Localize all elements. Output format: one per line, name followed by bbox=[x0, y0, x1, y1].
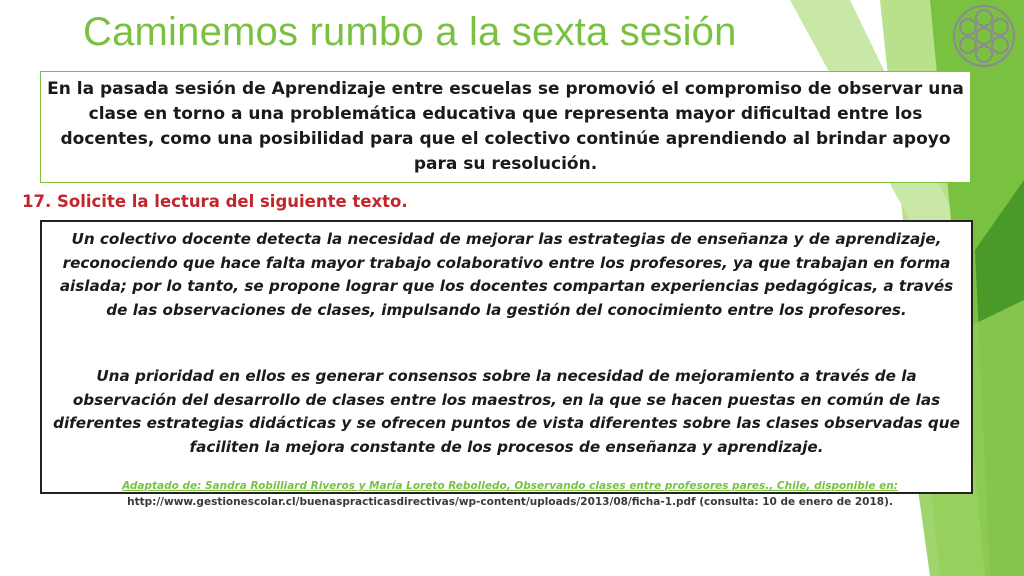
reading-box bbox=[40, 220, 973, 494]
intro-box bbox=[40, 71, 971, 183]
intro-text: En la pasada sesión de Aprendizaje entre escuelas se promovió el compromiso de observar una clase en torno a una problemática educativa que representa mayor dificultad entre los docentes, como una posibilidad para que el colectivo continúe aprendiendo al brindar apoyo para su resolución. bbox=[47, 79, 964, 174]
floral-seal-icon bbox=[949, 3, 1019, 69]
source-citation bbox=[80, 478, 940, 510]
instruction-text: 17. Solicite la lectura del siguiente texto. bbox=[22, 192, 408, 211]
reading-paragraph-2: Una prioridad en ellos es generar consensos sobre la necesidad de mejoramiento a través de la observación del desarrollo de clases entre los maestros, en la que se hacen puestas en común de las diferentes estrategias didácticas y se ofrecen puntos de vista diferentes sobre las clases observadas que faciliten la mejora constante de los procesos de enseñanza y aprendizaje. bbox=[53, 367, 960, 456]
source-credit: Adaptado de: Sandra Robilliard Riveros y María Loreto Rebolledo, Observando clases entre profesores pares., Chile, disponible en: bbox=[122, 480, 898, 492]
slide-title: Caminemos rumbo a la sexta sesión bbox=[83, 10, 737, 54]
reading-paragraph-1: Un colectivo docente detecta la necesidad de mejorar las estrategias de enseñanza y de aprendizaje, reconociendo que hace falta mayor trabajo colaborativo entre los profesores, ya que trabajan en forma aislada; por lo tanto, se propone lograr que los docentes compartan experiencias pedagógicas, a través de las observaciones de clases, impulsando la gestión del conocimiento entre los profesores. bbox=[59, 230, 954, 319]
source-url[interactable]: http://www.gestionescolar.cl/buenaspracticasdirectivas/wp-content/uploads/2013/08/ficha-1.pdf (consulta: 10 de enero de 2018). bbox=[127, 496, 893, 508]
